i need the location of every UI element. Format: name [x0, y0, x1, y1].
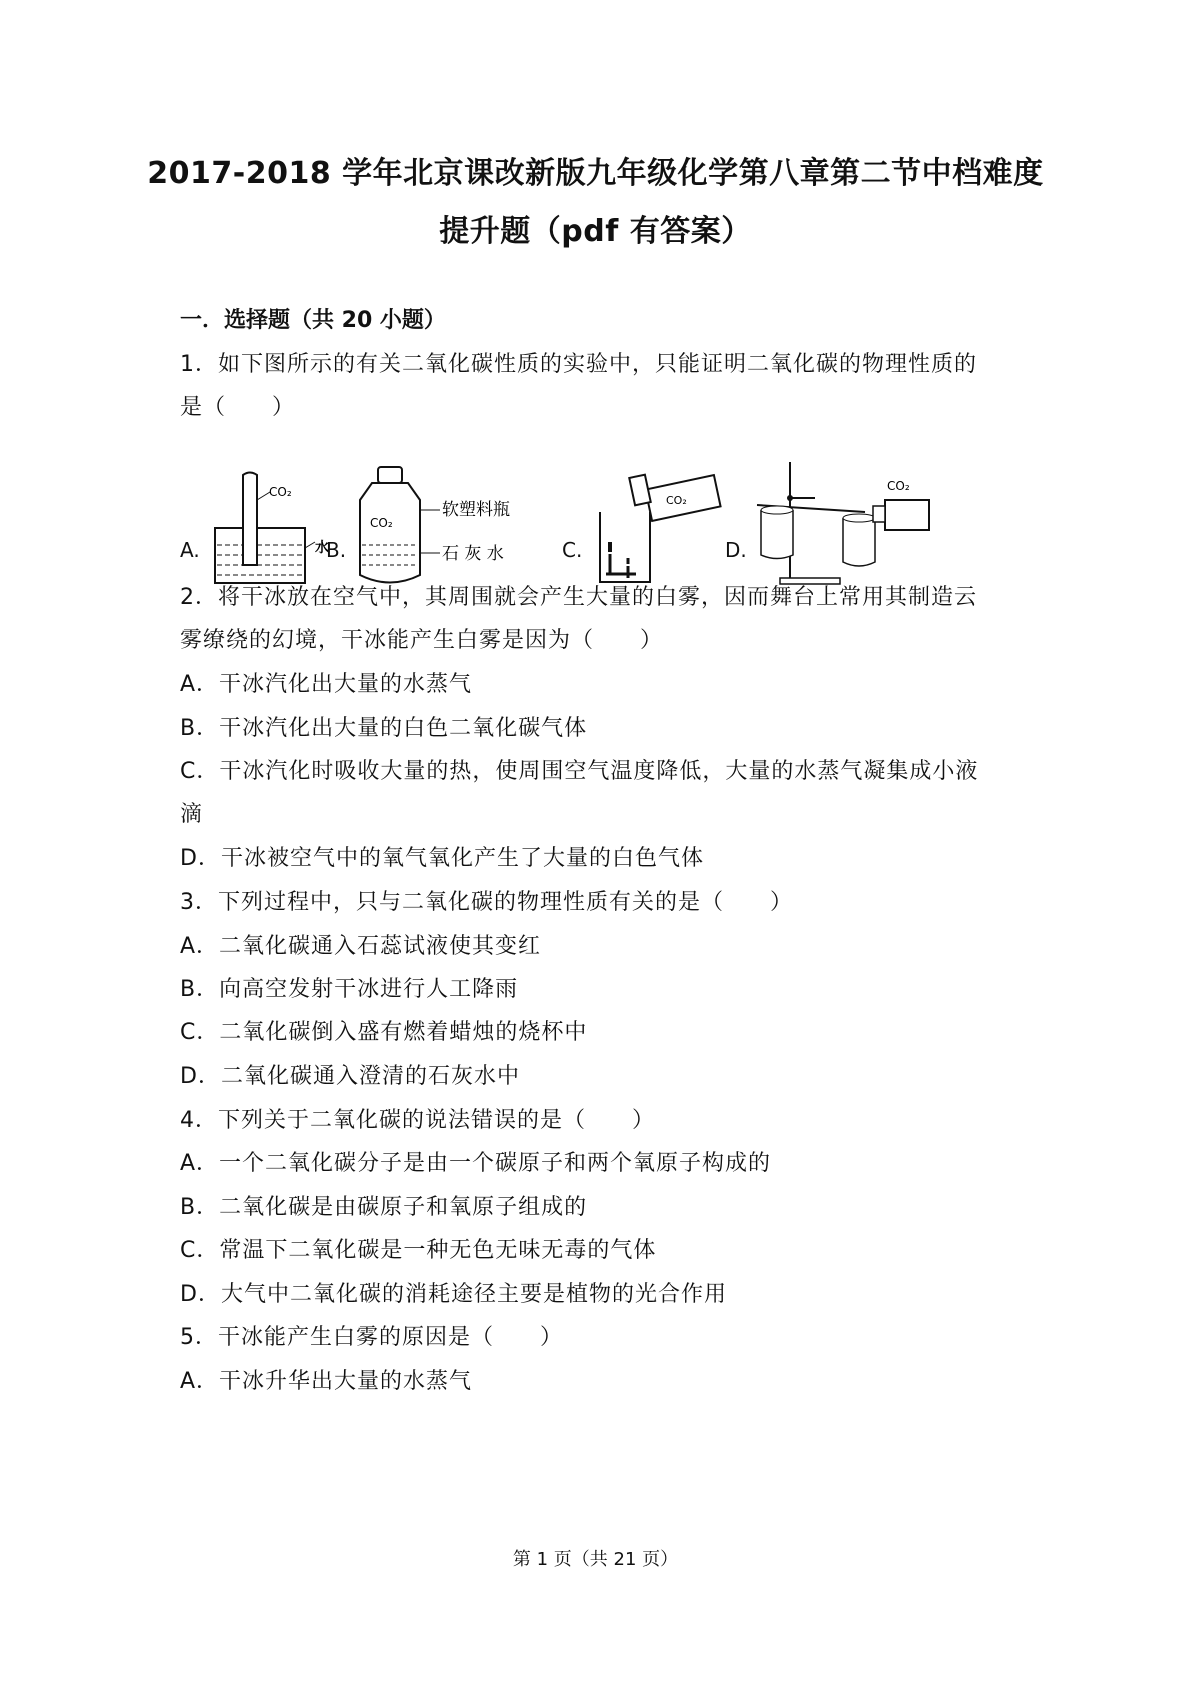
q3-option-d: D．二氧化碳通入澄清的石灰水中 — [180, 1064, 520, 1089]
section-heading: 一．选择题（共 20 小题） — [180, 308, 446, 333]
q4-option-a: A．一个二氧化碳分子是由一个碳原子和两个氧原子构成的 — [180, 1151, 772, 1176]
q3-option-c: C．二氧化碳倒入盛有燃着蜡烛的烧杯中 — [180, 1020, 588, 1045]
fig-a-water-label: 水 — [315, 540, 329, 556]
q2-line2: 雾缭绕的幻境，干冰能产生白雾是因为（ ） — [180, 628, 664, 653]
q5-stem: 5．干冰能产生白雾的原因是（ ） — [180, 1325, 563, 1350]
q2-option-d: D．干冰被空气中的氧气氧化产生了大量的白色气体 — [180, 846, 704, 871]
q2-option-c-line1: C．干冰汽化时吸收大量的热，使周围空气温度降低，大量的水蒸气凝集成小液 — [180, 759, 979, 784]
q4-option-d: D．大气中二氧化碳的消耗途径主要是植物的光合作用 — [180, 1282, 727, 1307]
q2-line1: 2．将干冰放在空气中，其周围就会产生大量的白雾，因而舞台上常用其制造云 — [180, 585, 977, 610]
page-footer: 第 1 页（共 21 页） — [512, 1549, 679, 1570]
fig-a-co2-label: CO₂ — [269, 485, 292, 499]
fig-d-co2-label: CO₂ — [887, 479, 910, 493]
fig-c-label: C. — [562, 538, 583, 562]
fig-b-limewater-label: 石 灰 水 — [442, 544, 504, 564]
q4-stem: 4．下列关于二氧化碳的说法错误的是（ ） — [180, 1108, 655, 1133]
q2-option-c-line2: 滴 — [180, 802, 204, 827]
q4-option-c: C．常温下二氧化碳是一种无色无味无毒的气体 — [180, 1238, 657, 1263]
fig-c-candles-beaker — [588, 462, 738, 592]
fig-a-test-tube-in-water — [205, 470, 335, 595]
q2-option-b: B．干冰汽化出大量的白色二氧化碳气体 — [180, 716, 588, 741]
doc-title-line2: 提升题（pdf 有答案） — [439, 214, 752, 249]
q4-option-b: B．二氧化碳是由碳原子和氧原子组成的 — [180, 1195, 588, 1220]
q2-option-a: A．干冰汽化出大量的水蒸气 — [180, 672, 473, 697]
q3-option-a: A．二氧化碳通入石蕊试液使其变红 — [180, 934, 542, 959]
fig-a-label: A. — [180, 538, 200, 562]
q3-option-b: B．向高空发射干冰进行人工降雨 — [180, 977, 519, 1002]
q3-stem: 3．下列过程中，只与二氧化碳的物理性质有关的是（ ） — [180, 890, 793, 915]
fig-c-co2-label: CO₂ — [666, 494, 687, 507]
fig-b-label: B. — [326, 538, 347, 562]
fig-b-co2-label: CO₂ — [370, 516, 393, 530]
doc-title-line1: 2017-2018 学年北京课改新版九年级化学第八章第二节中档难度 — [147, 156, 1044, 191]
fig-b-bottle-label: 软塑料瓶 — [442, 500, 510, 520]
fig-b-soft-plastic-bottle — [350, 465, 550, 595]
q5-option-a: A．干冰升华出大量的水蒸气 — [180, 1369, 473, 1394]
q1-line2: 是（ ） — [180, 395, 296, 420]
q1-line1: 1．如下图所示的有关二氧化碳性质的实验中，只能证明二氧化碳的物理性质的 — [180, 352, 977, 377]
fig-d-label: D. — [725, 538, 747, 562]
fig-d-balance-setup — [755, 460, 945, 590]
